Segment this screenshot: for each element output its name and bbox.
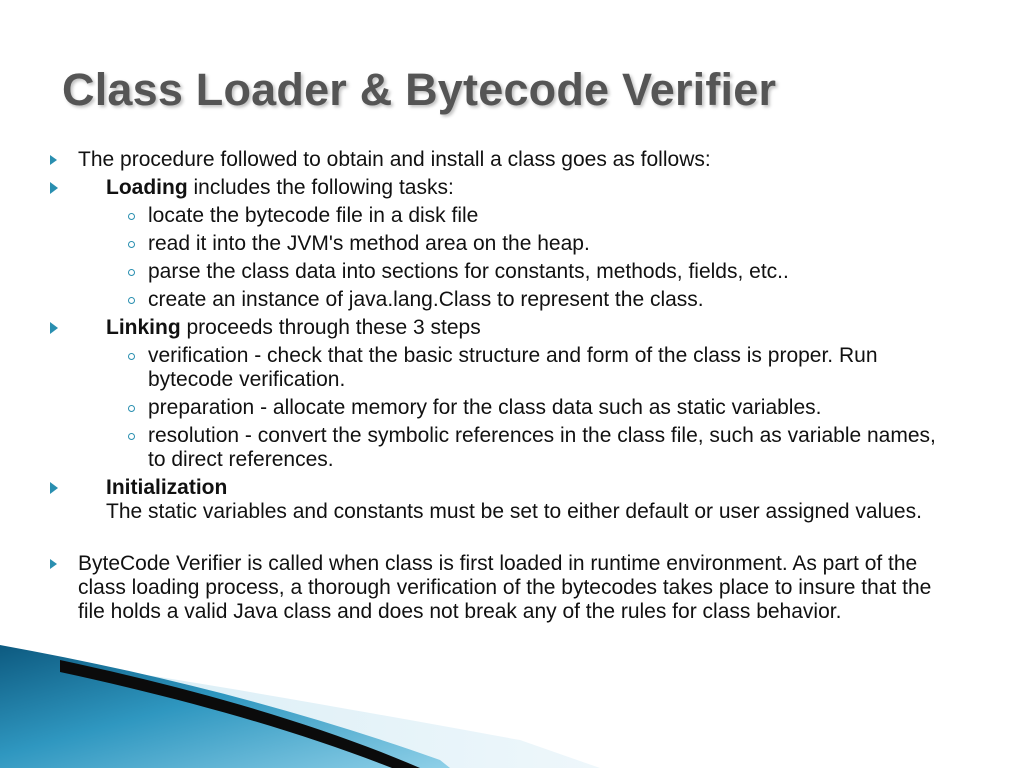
triangle-bullet-icon <box>48 148 78 172</box>
list-item: verification - check that the basic structure and form of the class is proper. Run bytecode verification. <box>48 344 978 392</box>
circle-bullet-icon <box>124 204 148 228</box>
loading-heading: Loading <box>106 176 188 199</box>
circle-bullet-icon <box>124 344 148 368</box>
circle-bullet-icon <box>124 232 148 256</box>
list-item: resolution - convert the symbolic references in the class file, such as variable names, to direct references. <box>48 424 978 472</box>
circle-bullet-icon <box>124 424 148 448</box>
list-item: preparation - allocate memory for the class data such as static variables. <box>48 396 978 420</box>
circle-bullet-icon <box>124 396 148 420</box>
list-item: locate the bytecode file in a disk file <box>48 204 978 228</box>
bullet-text: ByteCode Verifier is called when class is first loaded in runtime environment. As part of the class loading process, a thorough verification of the bytecodes takes place to insure that the file holds a valid Java class and does not break any of the rules for class behavior. <box>78 552 932 623</box>
bullet-text: The procedure followed to obtain and install a class goes as follows: <box>78 148 711 171</box>
triangle-bullet-icon <box>48 316 106 340</box>
loading-rest: includes the following tasks: <box>187 176 454 199</box>
initialization-text: The static variables and constants must be set to either default or user assigned values. <box>106 500 922 523</box>
linking-heading: Linking <box>106 316 181 339</box>
list-item: create an instance of java.lang.Class to represent the class. <box>48 288 978 312</box>
triangle-bullet-icon <box>48 552 78 576</box>
bullet-verifier <box>48 552 978 624</box>
circle-bullet-icon <box>124 288 148 312</box>
bullet-loading <box>48 176 978 200</box>
list-item: parse the class data into sections for constants, methods, fields, etc.. <box>48 260 978 284</box>
linking-rest: proceeds through these 3 steps <box>180 316 481 339</box>
initialization-heading: Initialization <box>106 476 228 499</box>
slide-content <box>48 148 978 624</box>
slide-title: Class Loader & Bytecode Verifier <box>62 64 777 115</box>
triangle-bullet-icon <box>48 476 106 500</box>
triangle-bullet-icon <box>48 176 106 200</box>
circle-bullet-icon <box>124 260 148 284</box>
bullet-linking <box>48 316 978 340</box>
bullet-initialization <box>48 476 978 524</box>
list-item: read it into the JVM's method area on the heap. <box>48 232 978 256</box>
bullet-intro <box>48 148 978 172</box>
